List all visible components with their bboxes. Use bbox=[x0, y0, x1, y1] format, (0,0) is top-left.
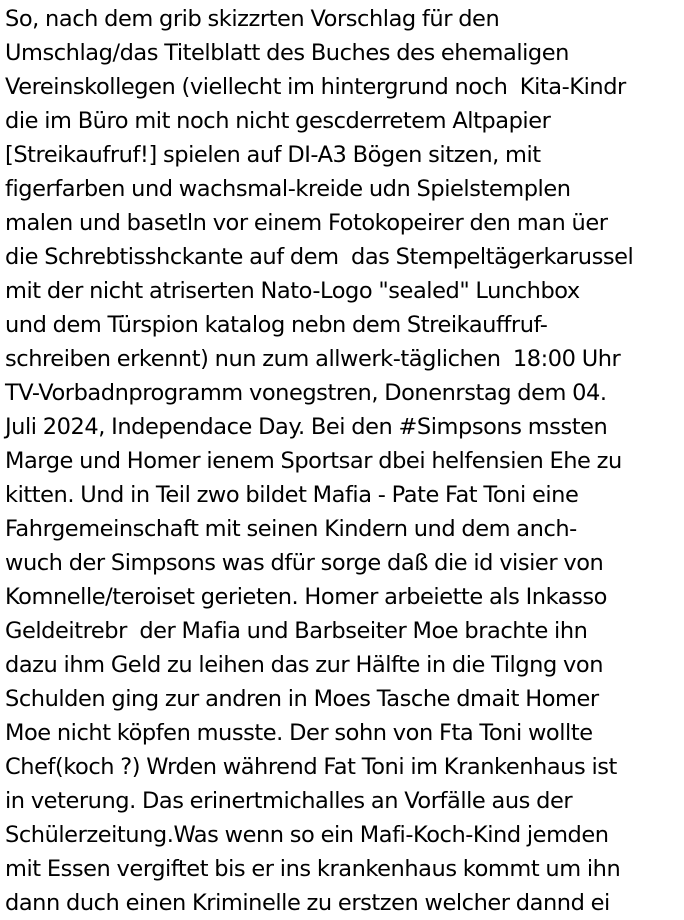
text-line: die Schrebtisshckante auf dem das Stempeltägerkarussel bbox=[5, 244, 634, 270]
text-line: Fahrgemeinschaft mit seinen Kindern und dem anch- bbox=[5, 516, 577, 542]
text-line: in veterung. Das erinertmichalles an Vorfälle aus der bbox=[5, 788, 573, 814]
text-line: [Streikaufruf!] spielen auf DI-A3 Bögen sitzen, mit bbox=[5, 142, 541, 168]
text-line: figerfarben und wachsmal-kreide udn Spielstemplen bbox=[5, 176, 571, 202]
text-line: Schülerzeitung.Was wenn so ein Mafi-Koch-Kind jemden bbox=[5, 822, 609, 848]
text-line: und dem Türspion katalog nebn dem Streikauffruf- bbox=[5, 312, 548, 338]
text-line: TV-Vorbadnprogramm vonegstren, Donenrstag dem 04. bbox=[5, 380, 607, 406]
text-line: schreiben erkennt) nun zum allwerk-täglichen 18:00 Uhr bbox=[5, 346, 621, 372]
text-line: Juli 2024, Independace Day. Bei den #Simpsons mssten bbox=[5, 414, 608, 440]
text-line: mit der nicht atriserten Nato-Logo "sealed" Lunchbox bbox=[5, 278, 580, 304]
text-line: Komnelle/teroiset gerieten. Homer arbeiette als Inkasso bbox=[5, 584, 607, 610]
text-line: die im Büro mit noch nicht gescderretem Altpapier bbox=[5, 108, 551, 134]
text-line: wuch der Simpsons was dfür sorge daß die id visier von bbox=[5, 550, 604, 576]
text-line: Moe nicht köpfen musste. Der sohn von Fta Toni wollte bbox=[5, 720, 593, 746]
text-line: Schulden ging zur andren in Moes Tasche dmait Homer bbox=[5, 686, 599, 712]
text-line: Marge und Homer ienem Sportsar dbei helfensien Ehe zu bbox=[5, 448, 622, 474]
text-line: malen und basetln vor einem Fotokopeirer den man üer bbox=[5, 210, 608, 236]
document-body bbox=[5, 2, 684, 920]
text-line: Geldeitrebr der Mafia und Barbseiter Moe brachte ihn bbox=[5, 618, 588, 644]
text-line: So, nach dem grib skizzrten Vorschlag für den bbox=[5, 6, 500, 32]
text-line: mit Essen vergiftet bis er ins krankenhaus kommt um ihn bbox=[5, 856, 621, 882]
text-line: kitten. Und in Teil zwo bildet Mafia - Pate Fat Toni eine bbox=[5, 482, 579, 508]
text-line: Vereinskollegen (viellecht im hintergrund noch Kita-Kindr bbox=[5, 74, 626, 100]
text-line: Chef(koch ?) Wrden während Fat Toni im Krankenhaus ist bbox=[5, 754, 617, 780]
text-line: dann duch einen Kriminelle zu erstzen welcher dannd ei bbox=[5, 890, 610, 916]
text-line: dazu ihm Geld zu leihen das zur Hälfte in die Tilgng von bbox=[5, 652, 604, 678]
text-line: Umschlag/das Titelblatt des Buches des ehemaligen bbox=[5, 40, 569, 66]
